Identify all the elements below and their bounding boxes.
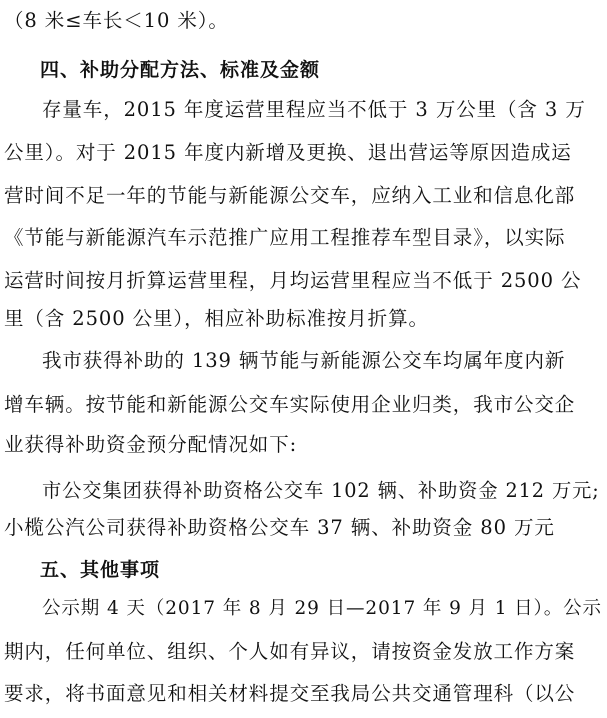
paragraph-line: 营时间不足一年的节能与新能源公交车，应纳入工业和信息化部: [4, 184, 576, 207]
paragraph-line: 公里）。对于 2015 年度内新增及更换、退出营运等原因造成运: [4, 141, 572, 164]
paragraph-line: 我市获得补助的 139 辆节能与新能源公交车均属年度内新: [42, 349, 566, 372]
paragraph-line: 小榄公汽公司获得补助资格公交车 37 辆、补助资金 80 万元: [4, 516, 555, 539]
paragraph-line: 公示期 4 天（2017 年 8 月 29 日—2017 年 9 月 1 日）。公示: [42, 598, 602, 619]
paragraph-line: （8 米≤车长＜10 米）。: [4, 9, 229, 32]
paragraph-line: 里（含 2500 公里），相应补助标准按月折算。: [4, 307, 429, 330]
paragraph-line: 运营时间按月折算运营里程，月均运营里程应当不低于 2500 公: [4, 269, 582, 292]
paragraph-line: 增车辆。按节能和新能源公交车实际使用企业归类，我市公交企: [4, 393, 576, 416]
section-heading-five: 五、其他事项: [40, 559, 161, 581]
paragraph-line: 业获得补助资金预分配情况如下:: [4, 433, 298, 456]
paragraph-line: 存量车，2015 年度运营里程应当不低于 3 万公里（含 3 万: [42, 98, 586, 121]
paragraph-line: 期内，任何单位、组织、个人如有异议，请按资金发放工作方案: [4, 640, 576, 663]
paragraph-line: 《节能与新能源汽车示范推广应用工程推荐车型目录》，以实际: [4, 226, 566, 249]
section-heading-four: 四、补助分配方法、标准及金额: [40, 59, 321, 81]
paragraph-line: 市公交集团获得补助资格公交车 102 辆、补助资金 212 万元;: [42, 479, 600, 502]
paragraph-line: 要求，将书面意见和相关材料提交至我局公共交通管理科（以公: [4, 682, 576, 705]
